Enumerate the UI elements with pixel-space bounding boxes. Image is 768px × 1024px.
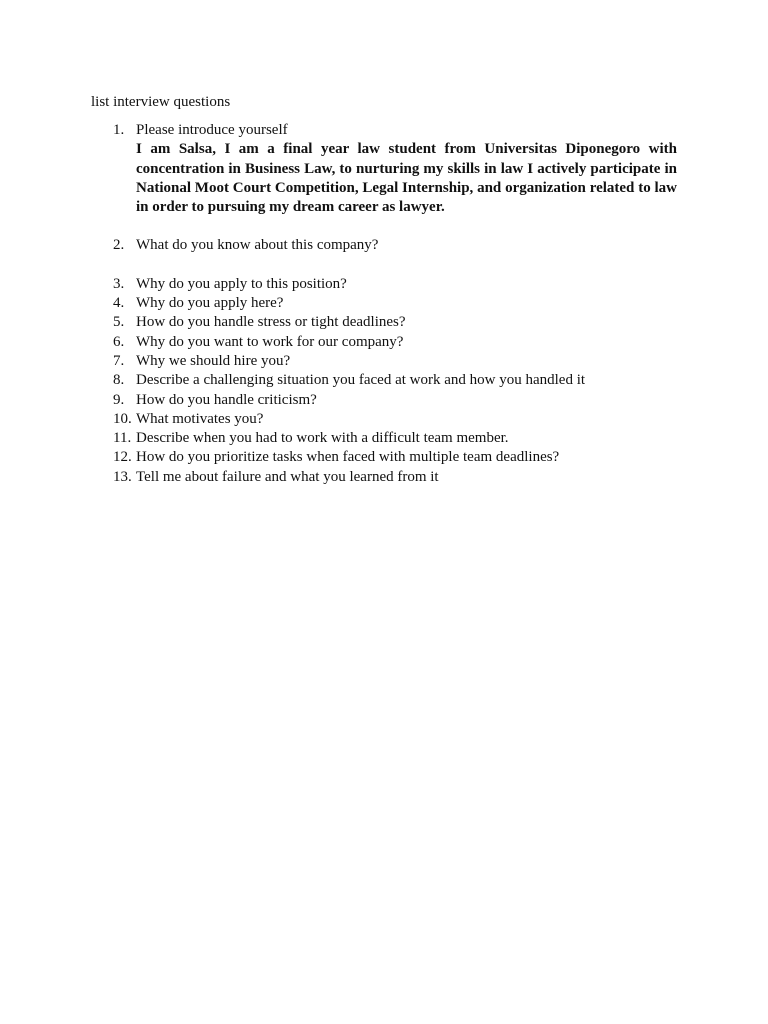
list-item (0, 236, 677, 255)
question-list (0, 121, 768, 487)
list-item (0, 294, 677, 313)
list-number: 12. (113, 449, 132, 466)
question-text: How do you handle criticism? (136, 391, 317, 408)
question-text: Please introduce yourself (136, 122, 288, 138)
list-item (0, 371, 677, 390)
list-number: 4. (113, 295, 125, 312)
list-number: 11. (113, 430, 132, 447)
list-item (0, 121, 677, 217)
list-item (0, 275, 677, 294)
question-text: Why do you want to work for our company? (136, 333, 404, 350)
list-number: 7. (113, 352, 125, 369)
question-text: Describe when you had to work with a difficult team member. (136, 430, 509, 447)
document-title: list interview questions (91, 94, 231, 110)
list-item (0, 410, 677, 429)
question-text: What do you know about this company? (136, 237, 379, 254)
list-spacer (0, 217, 768, 236)
list-item (0, 429, 677, 448)
list-number: 5. (113, 314, 125, 331)
list-item (0, 352, 677, 371)
list-number: 3. (113, 275, 125, 292)
question-text: How do you prioritize tasks when faced with multiple team deadlines? (136, 449, 560, 466)
list-item (0, 468, 677, 487)
question-text: Why do you apply to this position? (136, 275, 347, 292)
list-number: 6. (113, 333, 125, 350)
list-number: 1. (113, 122, 125, 138)
question-text: Why we should hire you? (136, 352, 291, 369)
answer-text: I am Salsa, I am a final year law student from Universitas Diponegoro with concentration in Business Law, to nurturing my skills in law I actively participate in National Moot Court Competition, Legal Internship, and organization related to law in order to pursuing my dream career as lawyer. (136, 141, 677, 216)
question-text: What motivates you? (136, 410, 264, 427)
list-number: 13. (113, 468, 132, 485)
list-number: 8. (113, 372, 125, 389)
question-text: How do you handle stress or tight deadlines? (136, 314, 406, 331)
question-text: Why do you apply here? (136, 295, 284, 312)
list-number: 9. (113, 391, 125, 408)
list-item (0, 448, 677, 467)
list-item (0, 333, 677, 352)
list-number: 10. (113, 410, 132, 427)
list-spacer (0, 256, 768, 275)
list-item (0, 391, 677, 410)
question-text: Tell me about failure and what you learned from it (136, 468, 439, 485)
question-text: Describe a challenging situation you faced at work and how you handled it (136, 372, 586, 389)
list-number: 2. (113, 237, 125, 254)
list-item (0, 313, 677, 332)
